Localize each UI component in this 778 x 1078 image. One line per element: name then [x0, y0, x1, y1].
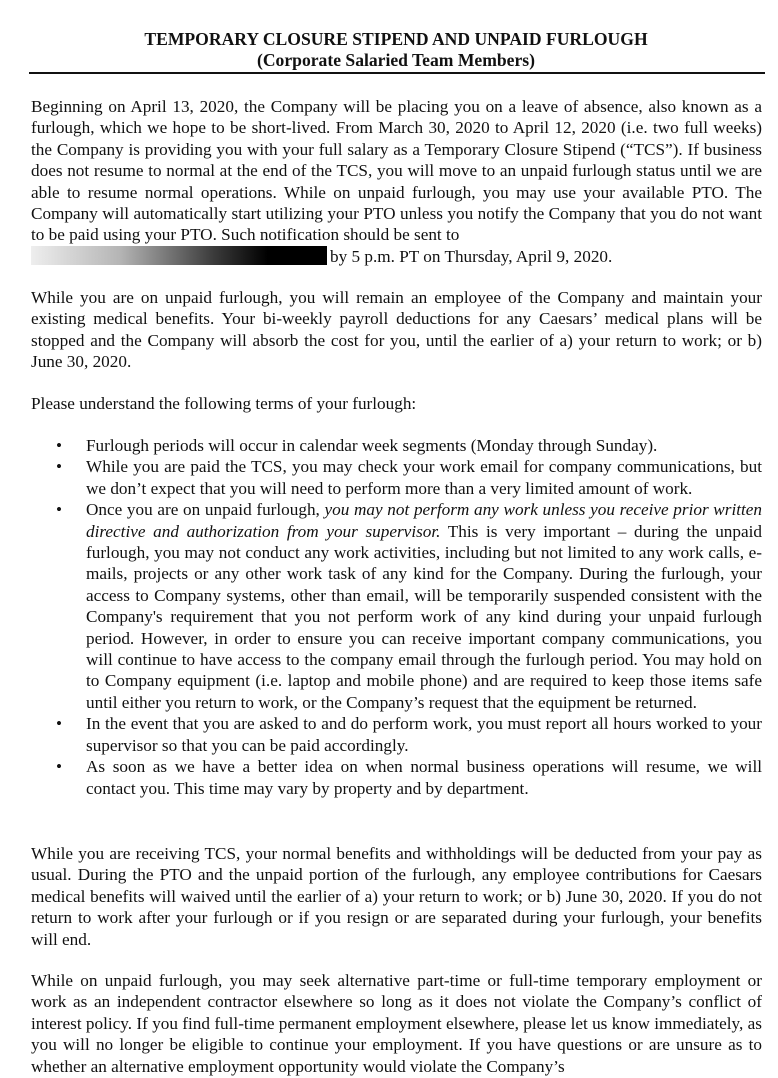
- document-subtitle: (Corporate Salaried Team Members): [256, 50, 536, 70]
- bullet-icon: •: [56, 714, 63, 734]
- bullet-icon: •: [56, 457, 63, 477]
- list-item: [31, 435, 762, 456]
- paragraph-terms-intro: [31, 393, 762, 414]
- redacted-email-block: [31, 246, 327, 265]
- list-item-text: Once you are on unpaid furlough,: [86, 500, 325, 520]
- title-divider: [29, 72, 765, 74]
- list-item: [31, 713, 762, 756]
- list-item-emphasis: you may not perform any work unless you receive prior written directive and authorization from your supervisor.: [86, 500, 763, 541]
- list-item-text: While you are paid the TCS, you may check your work email for company communications, but we don’t expect that you will need to perform more than a very limited amount of work.: [86, 457, 762, 498]
- bullet-icon: •: [56, 436, 63, 455]
- list-item-text: This is very important – during the unpaid furlough, you may not conduct any work activities, including but not limited to any work calls, e-mails, projects or any other work task of any kind for the Company. During the furlough, your access to Company systems, other than email, will be temporarily suspended consistent with the Company's requirement that you not perform work of any kind during your unpaid furlough period. However, in order to ensure you can receive important company communications, you will continue to have access to the company email through the furlough period. You may hold on to Company equipment (i.e. laptop and mobile phone) and are required to keep those items safe until either you return to work, or the Company’s request that the equipment be returned.: [86, 521, 762, 712]
- list-item: [31, 456, 762, 499]
- list-item-text: In the event that you are asked to and do perform work, you must report all hours worked to your supervisor so that you can be paid accordingly.: [86, 714, 762, 755]
- paragraph-withholdings: [31, 843, 762, 950]
- document-title: TEMPORARY CLOSURE STIPEND AND UNPAID FURLOUGH: [144, 29, 648, 49]
- furlough-terms-list: [31, 435, 762, 799]
- withholdings-text: While you are receiving TCS, your normal benefits and withholdings will be deducted from your pay as usual. During the PTO and the unpaid portion of the furlough, any employee contributions for Caesars medical benefits will waived until the earlier of a) your return to work; or b) June 30, 2020. If you do not return to work after your furlough or if you resign or are separated during your furlough, your benefits will end.: [31, 844, 762, 949]
- bullet-icon: •: [56, 757, 63, 777]
- bullet-icon: •: [56, 500, 63, 520]
- list-item-text: As soon as we have a better idea on when normal business operations will resume, we will contact you. This time may vary by property and by department.: [86, 757, 762, 798]
- paragraph-alternative-employment: [31, 970, 762, 1077]
- terms-intro-text: Please understand the following terms of your furlough:: [31, 394, 417, 413]
- list-item: [31, 756, 762, 799]
- intro-deadline-text: by 5 p.m. PT on Thursday, April 9, 2020.: [330, 246, 613, 266]
- list-item-text: Furlough periods will occur in calendar week segments (Monday through Sunday).: [86, 436, 658, 455]
- paragraph-intro: [31, 96, 762, 267]
- list-item: [31, 499, 762, 713]
- benefits-text: While you are on unpaid furlough, you will remain an employee of the Company and maintain your existing medical benefits. Your bi-weekly payroll deductions for any Caesars’ medical plans will be stopped and the Company will absorb the cost for you, until the earlier of a) your return to work; or b) June 30, 2020.: [31, 288, 762, 372]
- alternative-employment-text: While on unpaid furlough, you may seek alternative part-time or full-time temporary employment or work as an independent contractor elsewhere so long as it does not violate the Company’s conflict of interest policy. If you find full-time permanent employment elsewhere, please let us know immediately, as you will no longer be eligible to continue your employment. If you have questions or are unsure as to whether an alternative employment opportunity would violate the Company’s: [31, 971, 762, 1076]
- intro-text: Beginning on April 13, 2020, the Company will be placing you on a leave of absence, also known as a furlough, which we hope to be short-lived. From March 30, 2020 to April 12, 2020 (i.e. two full weeks) the Company is providing you with your full salary as a Temporary Closure Stipend (“TCS”). If business does not resume to normal at the end of the TCS, you will move to an unpaid furlough status until we are able to resume normal operations. While on unpaid furlough, you may use your available PTO. The Company will automatically start utilizing your PTO unless you notify the Company that you do not want to be paid using your PTO. Such notification should be sent to: [31, 97, 762, 245]
- paragraph-benefits: [31, 287, 762, 373]
